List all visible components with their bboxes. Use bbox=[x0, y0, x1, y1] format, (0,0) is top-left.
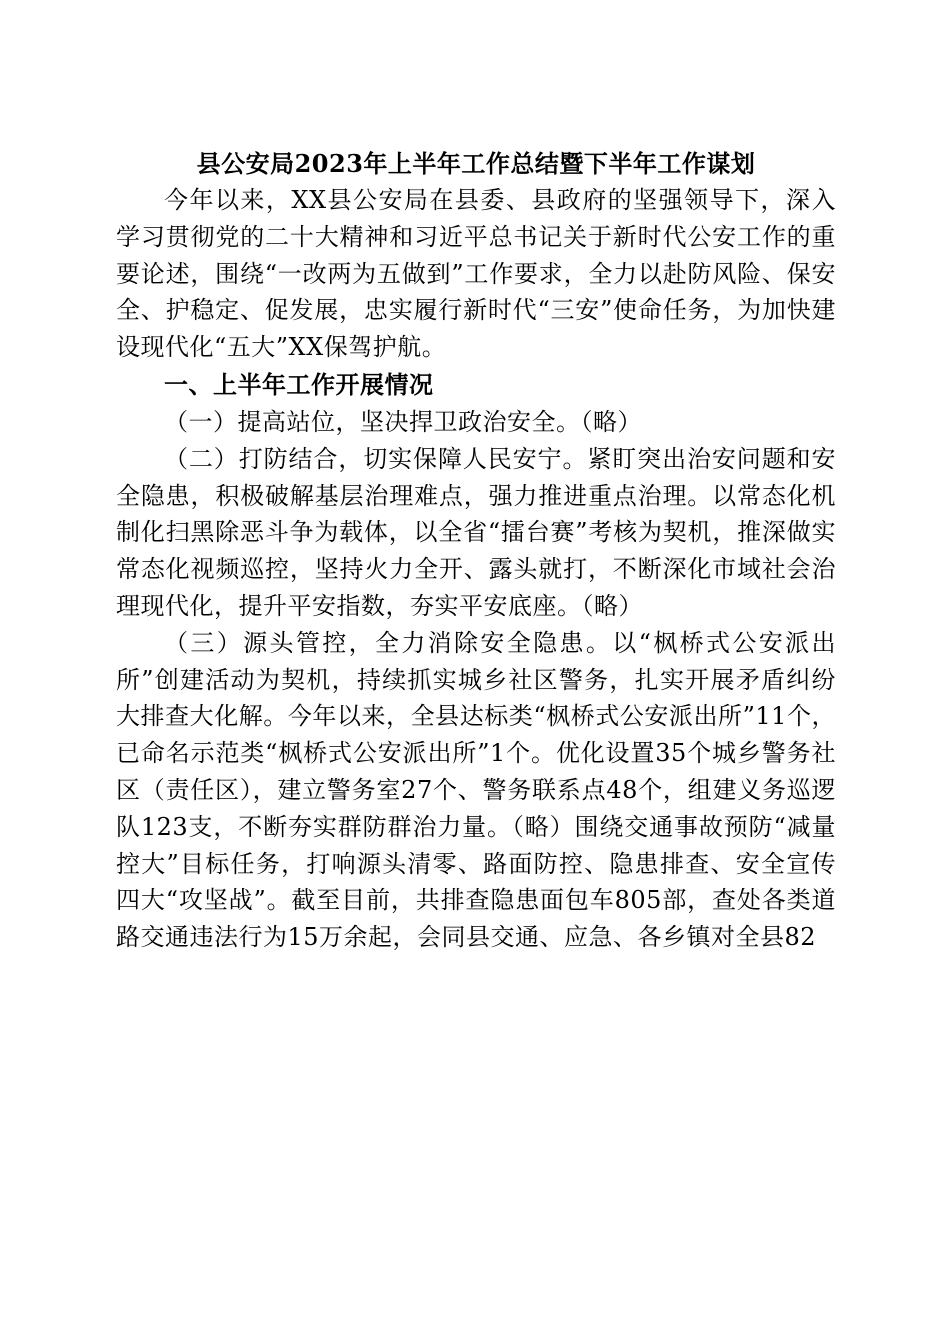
item-paragraph-1: （一）提高站位，坚决捍卫政治安全。（略） bbox=[164, 407, 642, 436]
section-heading: 一、上半年工作开展情况 bbox=[164, 369, 434, 399]
document-title: 县公安局2023年上半年工作总结暨下半年工作谋划 bbox=[196, 149, 756, 178]
intro-paragraph: 今年以来，XX县公安局在县委、县政府的坚强领导下，深入学习贯彻党的二十大精神和习近平总书记关于新时代公安工作的重要论述，围绕“一改两为五做到”工作要求，全力以赴防风险、保安全、护稳定、促发展，忠实履行新时代“三安”使命任务，为加快建设现代化“五大”XX保驾护航。 bbox=[116, 186, 836, 362]
item-paragraph-2: （二）打防结合，切实保障人民安宁。紧盯突出治安问题和安全隐患，积极破解基层治理难点，强力推进重点治理。以常态化机制化扫黑除恶斗争为载体，以全省“擂台赛”考核为契机，推深做实常态化视频巡控，坚持火力全开、露头就打，不断深化市域社会治理现代化，提升平安指数，夯实平安底座。（略） bbox=[116, 444, 836, 620]
item-paragraph-3: （三）源头管控，全力消除安全隐患。以“枫桥式公安派出所”创建活动为契机，持续抓实城乡社区警务，扎实开展矛盾纠纷大排查大化解。今年以来，全县达标类“枫桥式公安派出所”11个，已命名示范类“枫桥式公安派出所”1个。优化设置35个城乡警务社区（责任区），建立警务室27个、警务联系点48个，组建义务巡逻队123支，不断夯实群防群治力量。（略）围绕交通事故预防“减量控大”目标任务，打响源头清零、路面防控、隐患排查、安全宣传四大“攻坚战”。截至目前，共排查隐患面包车805部，查处各类道路交通违法行为15万余起，会同县交通、应急、各乡镇对全县82 bbox=[116, 628, 836, 952]
document-page bbox=[116, 146, 836, 956]
